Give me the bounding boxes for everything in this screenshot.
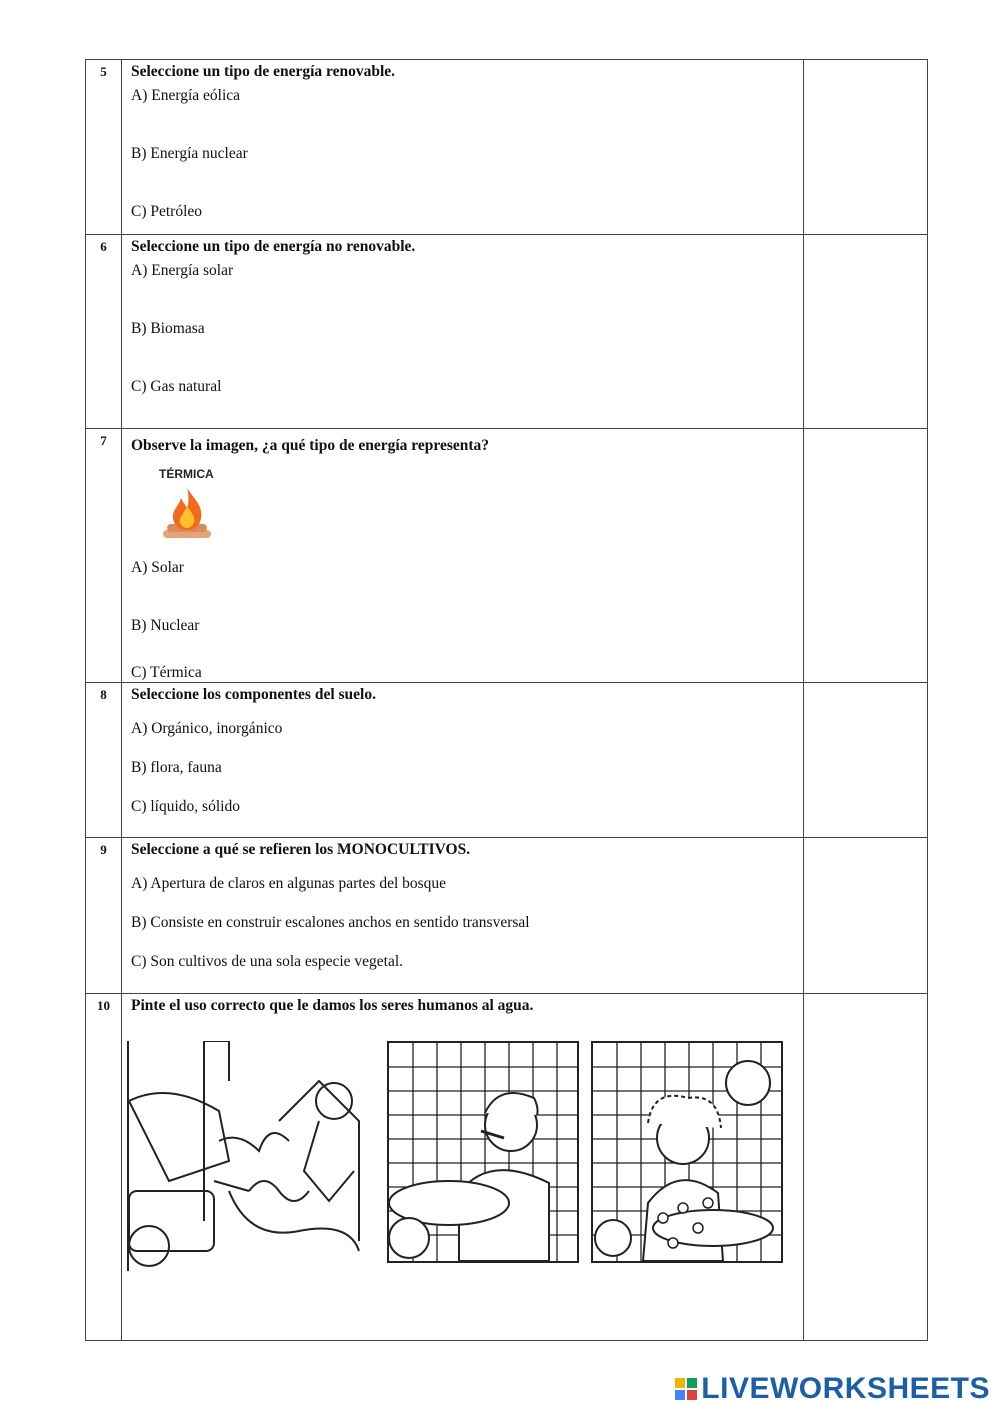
question-number: 5 [86, 60, 122, 235]
question-number: 10 [86, 994, 122, 1341]
option-b[interactable]: B) flora, fauna [131, 759, 222, 776]
option-a[interactable]: A) Energía eólica [131, 87, 241, 104]
option-c[interactable]: C) Gas natural [131, 378, 222, 395]
answer-cell[interactable] [804, 235, 928, 429]
option-c[interactable]: C) Petróleo [131, 203, 203, 220]
question-number: 7 [86, 429, 122, 683]
option-b[interactable]: B) Nuclear [131, 617, 200, 634]
question-prompt: Seleccione un tipo de energía renovable. [131, 63, 396, 80]
question-row-7 [86, 429, 928, 683]
question-prompt: Observe la imagen, ¿a qué tipo de energía representa? [131, 437, 490, 454]
option-a[interactable]: A) Apertura de claros en algunas partes del bosque [131, 875, 447, 892]
boy-brushing-teeth-icon[interactable] [387, 1041, 579, 1263]
option-c[interactable]: C) Térmica [131, 664, 202, 681]
option-a[interactable]: A) Energía solar [131, 262, 234, 279]
option-b[interactable]: B) Energía nuclear [131, 145, 248, 162]
option-c[interactable]: C) Son cultivos de una sola especie vegetal. [131, 953, 404, 970]
question-number: 9 [86, 838, 122, 994]
question-row-9 [86, 838, 928, 994]
illustration-row [127, 1041, 803, 1271]
image-label: TÉRMICA [159, 467, 214, 481]
worksheet [85, 59, 928, 1341]
option-c[interactable]: C) líquido, sólido [131, 798, 240, 815]
question-row-5 [86, 60, 928, 235]
questions-table [85, 59, 928, 1341]
answer-cell[interactable] [804, 838, 928, 994]
option-b[interactable]: B) Biomasa [131, 320, 205, 337]
fire-icon [159, 484, 215, 544]
question-prompt: Seleccione a qué se refieren los MONOCULTIVOS. [131, 841, 471, 858]
brand-name: LIVEWORKSHEETS [701, 1372, 990, 1405]
question-row-6 [86, 235, 928, 429]
option-a[interactable]: A) Orgánico, inorgánico [131, 720, 283, 737]
car-washing-with-hose-icon[interactable] [127, 1041, 375, 1271]
answer-cell[interactable] [804, 60, 928, 235]
thermal-energy-image [131, 459, 241, 549]
answer-cell[interactable] [804, 994, 928, 1341]
girl-brushing-teeth-icon[interactable] [591, 1041, 783, 1263]
question-number: 6 [86, 235, 122, 429]
liveworksheets-logo[interactable] [675, 1372, 990, 1406]
question-row-8 [86, 683, 928, 838]
answer-cell[interactable] [804, 683, 928, 838]
question-prompt: Seleccione los componentes del suelo. [131, 686, 376, 703]
question-prompt: Pinte el uso correcto que le damos los seres humanos al agua. [131, 997, 534, 1014]
option-b[interactable]: B) Consiste en construir escalones anchos en sentido transversal [131, 914, 530, 931]
question-number: 8 [86, 683, 122, 838]
question-row-10 [86, 994, 928, 1341]
answer-cell[interactable] [804, 429, 928, 683]
logo-tiles-icon [675, 1378, 697, 1400]
option-a[interactable]: A) Solar [131, 559, 184, 576]
question-prompt: Seleccione un tipo de energía no renovable. [131, 238, 416, 255]
